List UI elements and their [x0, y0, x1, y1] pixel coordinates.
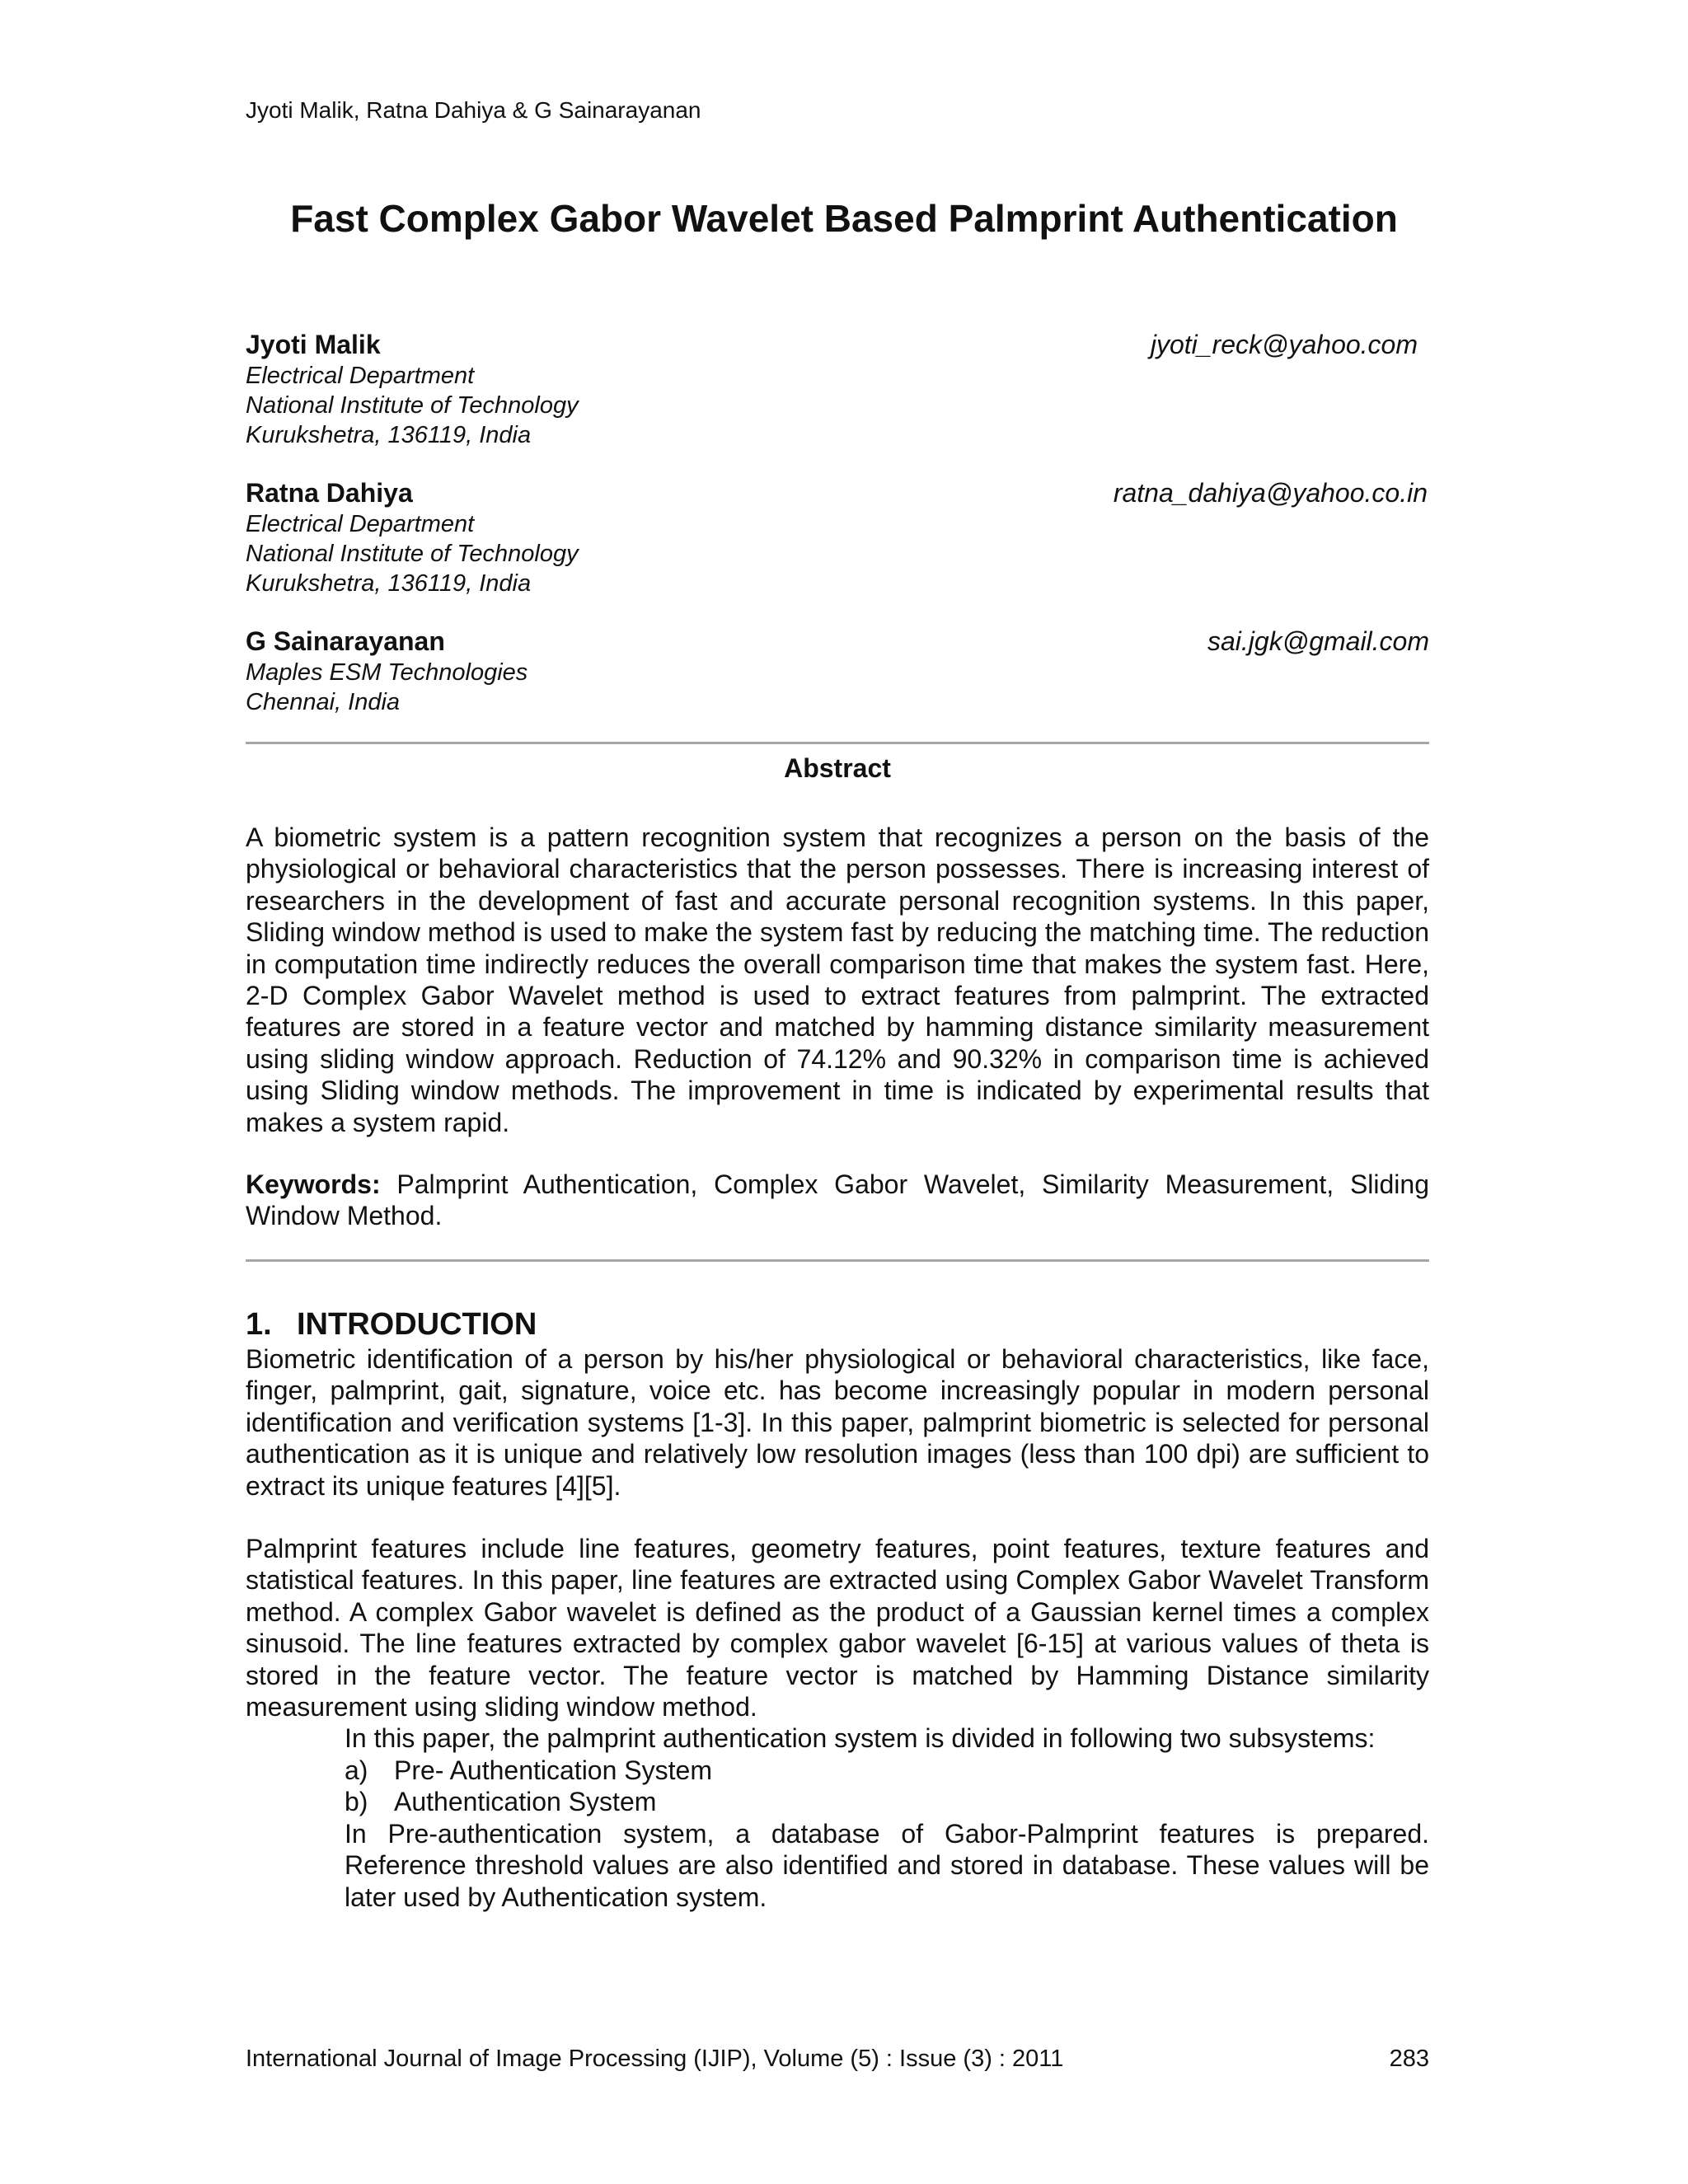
author-affiliation-line: Kurukshetra, 136119, India	[246, 422, 532, 448]
author-email: sai.jgk@gmail.com	[1207, 626, 1429, 656]
author-name: G Sainarayanan	[246, 626, 445, 656]
keywords-text: Palmprint Authentication, Complex Gabor Wavelet, Similarity Measurement, Sliding Window Method.	[246, 1169, 1430, 1231]
section-title: INTRODUCTION	[297, 1307, 537, 1342]
list-item	[345, 1786, 656, 1817]
list-item	[345, 1755, 712, 1786]
author-email: ratna_dahiya@yahoo.co.in	[1113, 478, 1428, 508]
section-number: 1.	[246, 1307, 272, 1342]
author-affiliation-line: Electrical Department	[246, 511, 475, 537]
footer-journal: International Journal of Image Processing (IJIP), Volume (5) : Issue (3) : 2011	[246, 2046, 1064, 2072]
paper-title: Fast Complex Gabor Wavelet Based Palmprint Authentication	[290, 197, 1398, 240]
keywords-label: Keywords:	[246, 1169, 381, 1199]
author-affiliation-line: Chennai, India	[246, 689, 401, 715]
footer-page-number: 283	[1389, 2046, 1429, 2072]
intro-paragraph-3: In this paper, the palmprint authentication system is divided in following two subsystems:	[345, 1723, 1376, 1753]
author-name: Jyoti Malik	[246, 330, 381, 359]
keywords	[246, 1169, 1429, 1232]
list-marker: a)	[345, 1755, 368, 1785]
author-affiliation-line: National Institute of Technology	[246, 392, 579, 419]
divider	[246, 1259, 1429, 1262]
section-heading	[246, 1305, 537, 1343]
abstract-text: A biometric system is a pattern recognition system that recognizes a person on the basis of the physiological or behavioral characteristics that the person possesses. There is increasing interest of researchers in the development of fast and accurate personal recognition systems. In this paper, Sliding window method is used to make the system fast by reducing the matching time. The reduction in computation time indirectly reduces the overall comparison time that makes the system fast. Here, 2-D Complex Gabor Wavelet method is used to extract features from palmprint. The extracted features are stored in a feature vector and matched by hamming distance similarity measurement using sliding window approach. Reduction of 74.12% and 90.32% in comparison time is achieved using Sliding window methods. The improvement in time is indicated by experimental results that makes a system rapid.	[246, 823, 1429, 1137]
author-block-1	[246, 328, 1429, 450]
author-affiliation-line: Maples ESM Technologies	[246, 659, 528, 686]
author-block-3	[246, 625, 1429, 717]
abstract-heading: Abstract	[784, 753, 891, 783]
author-affiliation-line: Kurukshetra, 136119, India	[246, 570, 532, 597]
author-email: jyoti_reck@yahoo.com	[1150, 330, 1418, 359]
list-item-text: Authentication System	[394, 1787, 657, 1816]
list-marker: b)	[345, 1787, 368, 1816]
running-head: Jyoti Malik, Ratna Dahiya & G Sainarayanan	[246, 97, 701, 123]
intro-paragraph-2: Palmprint features include line features, geometry features, point features, texture features and statistical features. In this paper, line features are extracted using Complex Gabor Wavelet Transform method. A complex Gabor wavelet is defined as the product of a Gaussian kernel times a complex sinusoid. The line features extracted by complex gabor wavelet [6-15] at various values of theta is stored in the feature vector. The feature vector is matched by Hamming Distance similarity measurement using sliding window method.	[246, 1534, 1429, 1722]
divider	[246, 742, 1429, 744]
author-block-2	[246, 476, 1429, 598]
author-name: Ratna Dahiya	[246, 478, 413, 508]
author-affiliation-line: Electrical Department	[246, 363, 475, 389]
list-item-text: Pre- Authentication System	[394, 1755, 712, 1785]
author-affiliation-line: National Institute of Technology	[246, 541, 579, 567]
intro-paragraph-1: Biometric identification of a person by his/her physiological or behavioral characteristics, like face, finger, palmprint, gait, signature, voice etc. has become increasingly popular in modern personal identification and verification systems [1-3]. In this paper, palmprint biometric is selected for personal authentication as it is unique and relatively low resolution images (less than 100 dpi) are sufficient to extract its unique features [4][5].	[246, 1344, 1429, 1501]
intro-paragraph-4: In Pre-authentication system, a database of Gabor-Palmprint features is prepared. Reference threshold values are also identified and stored in database. These values will be later used by Authentication system.	[345, 1819, 1429, 1912]
